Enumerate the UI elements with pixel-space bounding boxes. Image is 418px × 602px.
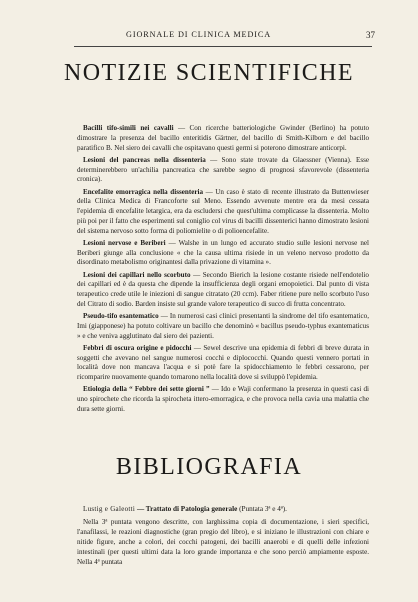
entry-note: (Puntata 3ª e 4ª).: [237, 505, 287, 513]
page-number: 37: [366, 30, 375, 40]
entry-authors: Lustig e Galeotti: [83, 505, 136, 513]
news-item-heading: Febbri di oscura origine e pidocchi: [83, 343, 192, 352]
news-item: [77, 344, 369, 383]
news-item: [77, 271, 369, 310]
news-item: [77, 239, 369, 268]
bibliography-section-title: BIBLIOGRAFIA: [115, 454, 303, 480]
news-item-text: — Ido e Waji confermano la presenza in questi casi di uno spirochete che ricorda la spirocheta ittero-emorragica, e che provoca nella cavia una malattia che dura sette giorni.: [77, 385, 369, 413]
running-head: [0, 30, 418, 44]
news-item-heading: Encefalite emorragica nella dissenteria: [83, 187, 204, 196]
running-title: GIORNALE DI CLINICA MEDICA: [126, 30, 272, 39]
news-item: [77, 312, 369, 341]
news-item: [77, 124, 369, 153]
header-rule: [74, 46, 372, 47]
news-item-text: — Sewel descrive una epidemia di febbri di breve durata in soggetti che avevano nel sangue numerosi cocchi e diplococchi. Quando questi vennero portati in località dove non mancava l'acqua e si potè fare la spidocchiamento le febbri cessarono, per ricomparire nuovamente quando tornarono nella località dove si sviluppò l'epidemia.: [77, 343, 369, 381]
news-section-title: NOTIZIE SCIENTIFICHE: [64, 60, 354, 86]
news-item-heading: Lesioni nervose e Beriberi: [83, 238, 166, 247]
news-item-text: — Un caso è stato di recente illustrato da Buttenwieser della Clinica Medica di Francoforte sul Meno. Essendo avvenute mentre era da mesi cessata l'epidemia di encefalite letargica, era da escludersi che quest'ultima complicasse la dissenteria. Molto più poi per il fatto che esperimenti sul coniglio col virus di bacilli dissenterici hanno dimostrato lesioni del sistema nervoso sotto forma di poliomielite o di polioencefalite.: [77, 187, 369, 235]
news-item-heading: Lesioni del pancreas nella dissenteria: [83, 155, 206, 164]
bibliography-entry-head: [77, 504, 369, 514]
news-list: [77, 124, 369, 417]
entry-title: — Trattato di Patologia generale: [135, 505, 238, 513]
bibliography-entry-text: Nella 3ª puntata vengono descritte, con larghissima copia di documentazione, i sieri specifici, l'anafilassi, le reazioni diagnostiche (gran pregio del libro), e si iniziano le illustrazioni con chiare e nitide figure, anche a colori, dei cocchi patogeni, dei bacilli anaerobi e di quelli delle infezioni intestinali (per questi ultimi data la loro grande importanza e che sono perciò ampiamente esposte. Nella 4ª puntata: [77, 518, 369, 566]
news-item: [77, 385, 369, 414]
news-item-heading: Lesioni dei capillari nello scorbuto: [83, 270, 191, 279]
news-item-text: — Secondo Bierich la lesione costante risiede nell'endotelio dei capillari ed è da questa che dipende la insufficienza degli organi emopoietici. Dal punto di vista terapeutico crede utile le iniezioni di sangue citratato (20 ccm). Faber ritiene pure nello scorbuto l'uso del Citrato di sodio. Barden insiste sul grande valore terapeutico di succo di frutta concentrato.: [77, 270, 369, 308]
news-item-heading: Etiologia della “ Febbre dei sette giorni ”: [83, 385, 210, 394]
news-item-text: — In numerosi casi clinici presentanti la sindrome del tifo esantematico, Imi (giapponese) ha potuto coltivare un bacillo che denominò « bacillus pseudo-typhus exantematicus » e che veniva agglutinato dal siero dei pazienti.: [77, 312, 369, 340]
news-item: [77, 188, 369, 237]
bibliography: [77, 504, 369, 568]
news-item-heading: Pseudo-tifo esantematico: [83, 312, 159, 320]
news-item-text: — Sono state trovate da Glaessner (Vienna). Esse determinerebbero un'achilia pancreatica che sarebbe segno di prognosi sfavorevole (dissenteria cronica).: [77, 155, 369, 184]
news-item-text: — Con ricerche batteriologiche Gwinder (Berlino) ha potuto dimostrare la presenza del bacillo enteritidis Gärtner, del bacillo di Smith-Kilborn e del bacillo paratifico B. Nel siero dei cavalli che ospitavano questi germi si poterono dimostrare anticorpi.: [77, 124, 369, 152]
news-item-heading: Bacilli tifo-simili nei cavalli: [83, 124, 174, 132]
news-item: [77, 156, 369, 185]
news-item-text: — Walshe in un lungo ed accurato studio sulle lesioni nervose nel Beriberi giunge alla conclusione « che la causa ultima risiede in un veleno nervoso prodotto da disordinato metabolismo originantesi dalla privazione di vitamina ».: [77, 238, 369, 267]
